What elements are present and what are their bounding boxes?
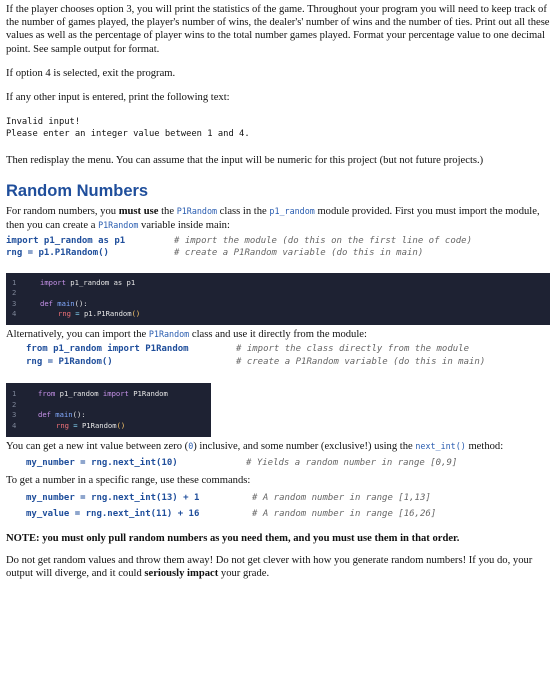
text-span: module provided. First you must import the module, then you can create a — [6, 206, 540, 231]
code-line: my_value = rng.next_int(11) + 16 — [26, 509, 200, 520]
invalid-input-sample — [6, 116, 554, 140]
code-comment: # import the module (do this on the first line of code) — [174, 235, 473, 246]
editor-operator: = — [70, 309, 84, 319]
line-number: 4 — [12, 420, 17, 430]
editor-keyword: def — [40, 298, 53, 308]
text-span: Do not get random values and throw them away! Do not get clever with how you generate random numbers! If you do, your output will diverge, and it could — [6, 554, 533, 579]
line-number: 2 — [12, 288, 17, 298]
editor-line — [6, 389, 211, 400]
line-number: 1 — [12, 277, 17, 287]
editor-keyword: import — [40, 277, 66, 287]
inline-code-class: P1Random — [98, 219, 139, 230]
editor-code — [28, 389, 168, 400]
code-comment: # A random number in range [1,13] — [252, 493, 431, 504]
code-line: my_number = rng.next_int(13) + 1 — [26, 493, 200, 504]
text-span: For random numbers, you — [6, 206, 119, 218]
text-span: Alternatively, you can import the — [6, 328, 149, 340]
editor-function: main — [50, 410, 73, 420]
inline-code-method: next_int() — [415, 441, 466, 452]
code-text: P1Random — [139, 344, 189, 355]
editor-line — [6, 309, 550, 320]
line-number: 4 — [12, 309, 17, 319]
alternatively-paragraph — [6, 328, 554, 341]
code-editor-snippet-1 — [6, 273, 550, 325]
code-comment: # create a P1Random variable (do this in main) — [174, 248, 424, 259]
inline-code-class: P1Random — [148, 328, 190, 339]
code-line: rng = P1Random() — [26, 356, 113, 367]
editor-text: P1Random — [128, 389, 168, 399]
editor-line — [6, 421, 211, 432]
editor-line — [6, 410, 211, 421]
code-editor-snippet-2 — [6, 383, 211, 437]
code-comment: # create a P1Random variable (do this in main) — [236, 356, 486, 367]
line-number: 3 — [12, 298, 17, 308]
code-text: p1_random as p1 — [38, 235, 126, 246]
text-span: your grade. — [218, 567, 270, 579]
code-line: rng = p1.P1Random() — [6, 248, 109, 259]
text-span: class in the — [217, 206, 270, 218]
other-input-paragraph: If any other input is entered, print the following text: — [6, 92, 230, 104]
editor-keyword: import — [102, 389, 129, 399]
code-block-next-int — [26, 457, 554, 471]
editor-line — [6, 288, 550, 299]
editor-function: main — [52, 298, 75, 308]
random-intro-paragraph — [6, 205, 554, 231]
text-span: method: — [465, 441, 504, 453]
line-number: 3 — [12, 410, 17, 420]
code-text: p1_random — [47, 344, 108, 355]
editor-variable: rng — [56, 420, 69, 430]
editor-text: p1.P1Random — [83, 309, 132, 319]
line-number: 1 — [12, 389, 17, 399]
code-block-range — [26, 492, 554, 522]
editor-code — [28, 299, 88, 310]
editor-text: (): — [74, 298, 88, 308]
text-span: ) inclusive, and some number (exclusive!) using the — [193, 441, 416, 453]
specific-range-paragraph: To get a number in a specific range, use these commands: — [6, 475, 251, 487]
must-use-bold: must use — [118, 206, 159, 218]
keyword: from — [26, 344, 48, 355]
code-line: my_number = rng.next_int(10) — [26, 458, 178, 469]
code-line — [26, 343, 189, 356]
keyword: import — [6, 235, 39, 246]
editor-code — [28, 309, 140, 320]
code-block-import-module — [6, 235, 554, 261]
invalid-line-1: Invalid input! — [6, 117, 81, 128]
note-paragraph — [6, 532, 554, 545]
keyword: import — [107, 344, 140, 355]
editor-text: (): — [72, 410, 86, 420]
option4-paragraph: If option 4 is selected, exit the program. — [6, 67, 176, 79]
editor-line — [6, 278, 550, 289]
editor-text: P1Random — [81, 420, 117, 430]
editor-code — [28, 421, 125, 432]
editor-paren: () — [116, 420, 126, 430]
editor-line — [6, 299, 550, 310]
line-number: 2 — [12, 399, 17, 409]
code-line — [6, 235, 125, 248]
note-text: NOTE: you must only pull random numbers as you need them, and you must use them in that order. — [6, 533, 460, 545]
inline-code-module: p1_random — [269, 206, 315, 217]
editor-operator: = — [68, 420, 82, 430]
text-span: variable inside main: — [138, 219, 230, 231]
text-span: You can get a new int value between zero ( — [6, 441, 189, 453]
random-numbers-heading: Random Numbers — [6, 182, 149, 201]
editor-text: p1_random as p1 — [65, 277, 136, 287]
code-comment: # import the class directly from the module — [236, 344, 469, 355]
redisplay-paragraph: Then redisplay the menu. You can assume that the input will be numeric for this project (but not future projects.) — [6, 155, 484, 167]
seriously-impact-bold: seriously impact — [144, 567, 219, 579]
editor-code — [28, 278, 135, 289]
code-comment: # Yields a random number in range [0,9] — [246, 458, 458, 469]
editor-line — [6, 400, 211, 411]
code-comment: # A random number in range [16,26] — [252, 509, 437, 520]
editor-keyword: def — [38, 410, 51, 420]
editor-text: p1_random — [55, 389, 103, 399]
editor-keyword: from — [38, 389, 56, 399]
editor-code — [28, 410, 86, 421]
next-int-paragraph — [6, 440, 554, 453]
code-block-import-class — [26, 343, 554, 369]
editor-paren: () — [131, 309, 141, 319]
inline-code-class: P1Random — [176, 206, 218, 217]
text-span: the — [158, 206, 177, 218]
inline-code-zero: 0 — [188, 441, 194, 452]
invalid-line-2: Please enter an integer value between 1 and 4. — [6, 129, 250, 140]
final-warning-paragraph — [6, 554, 554, 580]
text-span: class and use it directly from the module: — [189, 328, 367, 340]
editor-variable: rng — [58, 309, 71, 319]
option3-paragraph: If the player chooses option 3, you will print the statistics of the game. Throughout your program you will need to keep track of the number of games played, the player's number of wins, the dealer's' number of wins and the number of ties. Print out all these values as well as the percentage of player wins to the total number games played. Format your percentage value to one decimal point. See sample output for format. — [6, 4, 550, 55]
